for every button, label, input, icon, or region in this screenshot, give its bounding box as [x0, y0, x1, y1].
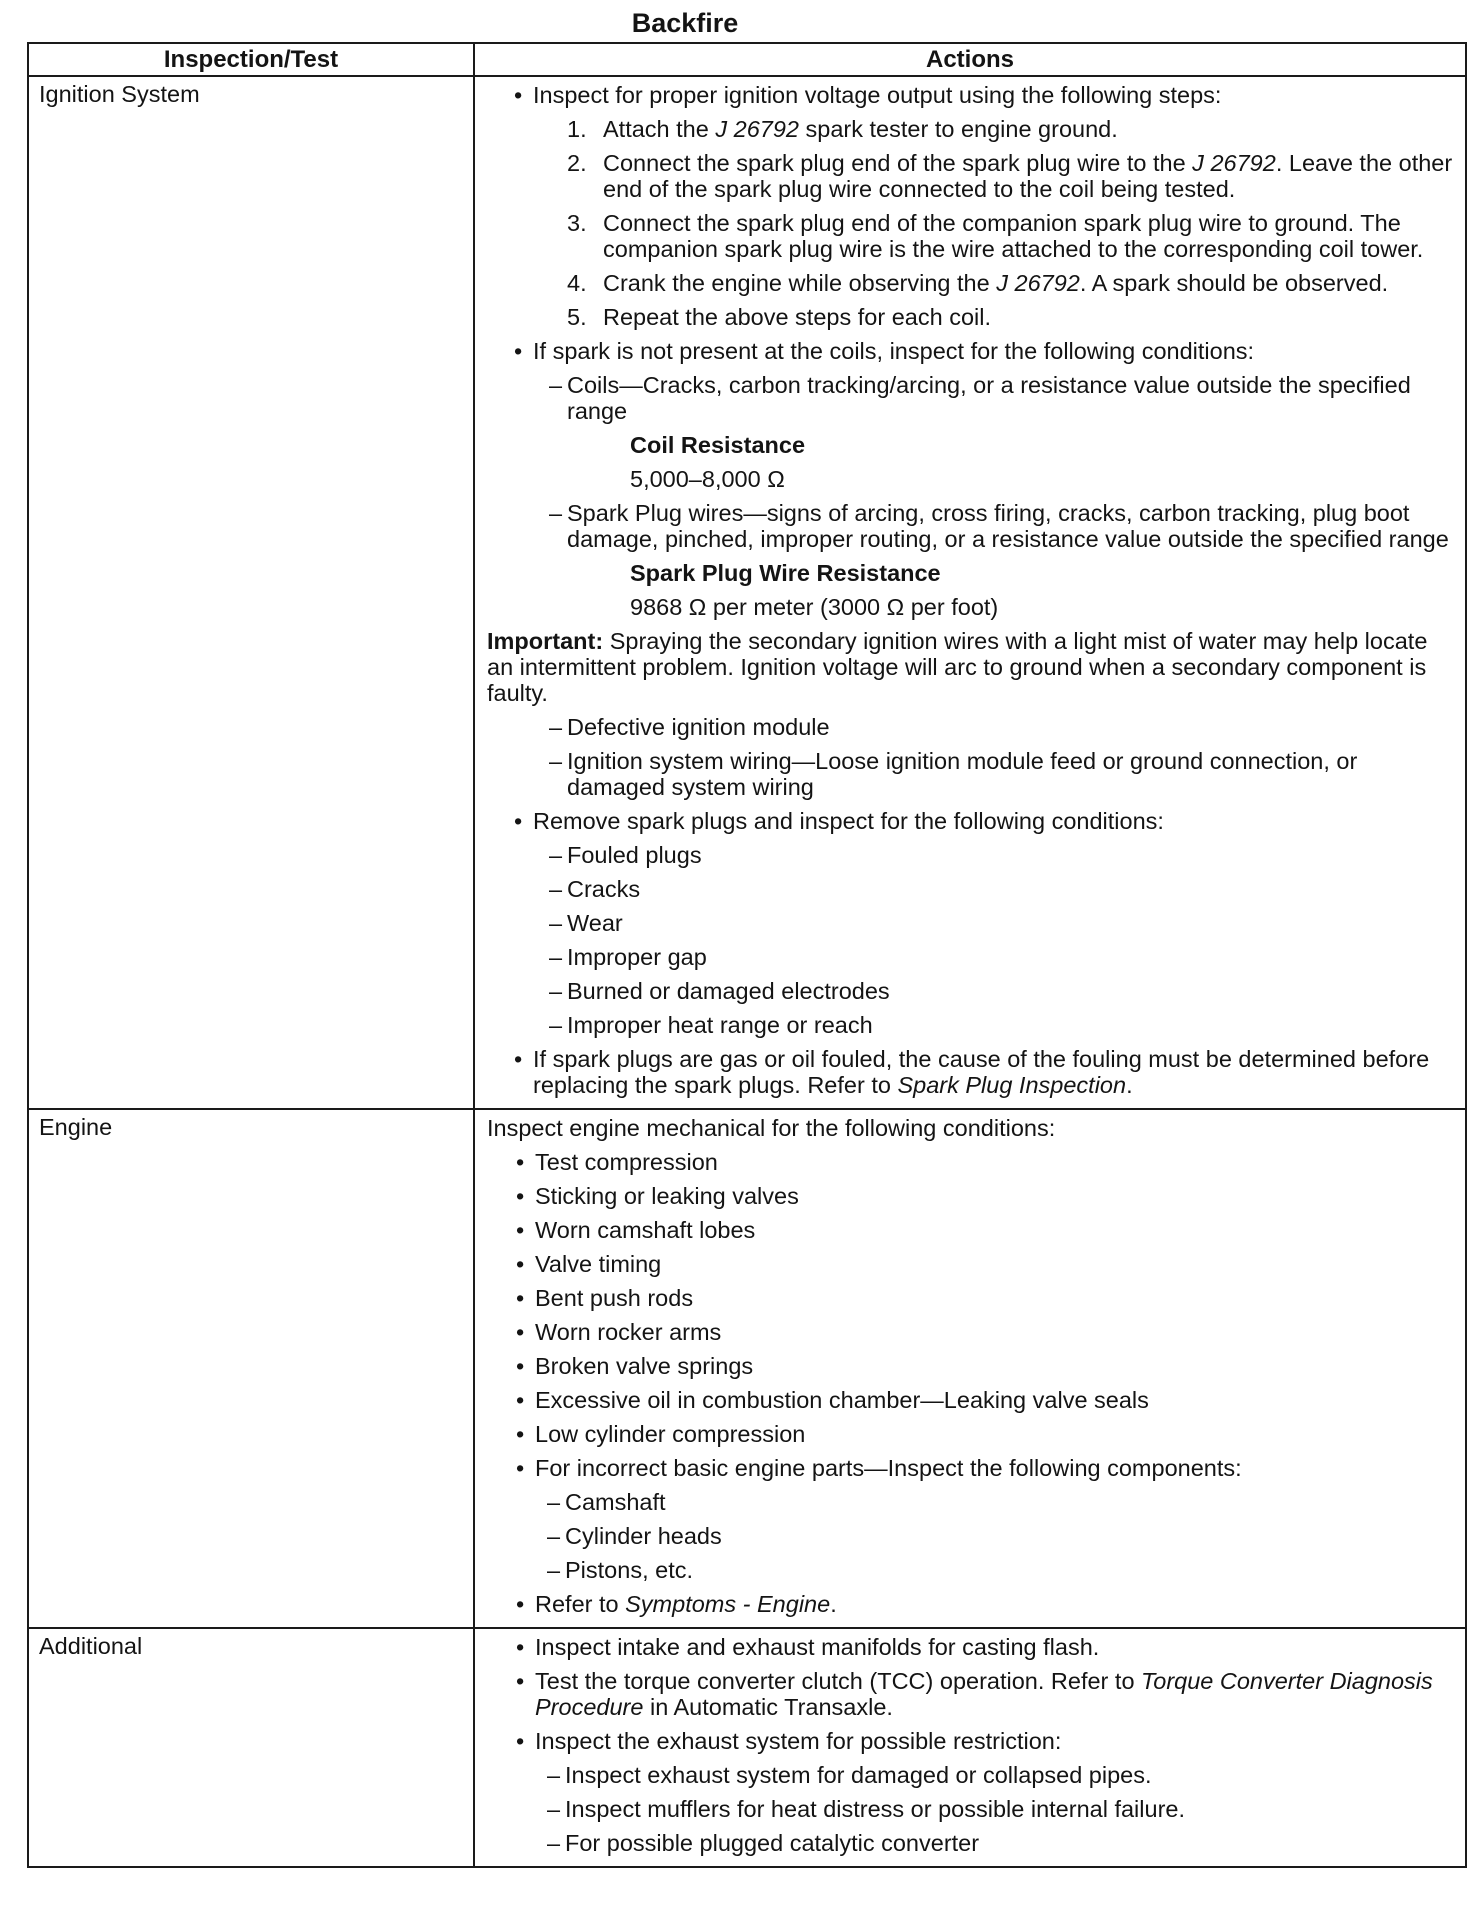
- tcc-item: • Test the torque converter clutch (TCC) operation. Refer to Torque Converter Diagnosis Procedure in Automatic Transaxle.: [487, 1668, 1459, 1720]
- row-label-engine: Engine: [28, 1109, 474, 1628]
- list-item: • Inspect intake and exhaust manifolds for casting flash.: [487, 1634, 1459, 1660]
- exhaust-intro: • Inspect the exhaust system for possible restriction:: [487, 1728, 1459, 1754]
- spark-plug-inspection-ref: Spark Plug Inspection: [897, 1072, 1127, 1098]
- row-label-additional: Additional: [28, 1628, 474, 1867]
- actions-ignition-system: [474, 76, 1466, 1109]
- important-text: Spraying the secondary ignition wires with a light mist of water may help locate an intermittent problem. Ignition voltage will arc to ground when a secondary component is faulty.: [487, 628, 1428, 706]
- symptoms-engine-ref: Symptoms - Engine: [625, 1591, 831, 1617]
- step-number: 1.: [567, 116, 587, 142]
- list-item: – Cylinder heads: [487, 1523, 1459, 1549]
- step-item: 4. Crank the engine while observing the J 26792. A spark should be observed.: [567, 270, 1389, 296]
- step-number: 3.: [567, 210, 587, 236]
- step-item: 1. Attach the J 26792 spark tester to engine ground.: [567, 116, 1118, 142]
- list-item: – Ignition system wiring—Loose ignition module feed or ground connection, or damaged system wiring: [487, 748, 1459, 800]
- step-item: 3. Connect the spark plug end of the companion spark plug wire to ground. The companion spark plug wire is the wire attached to the corresponding coil tower.: [567, 210, 1424, 262]
- list-item: – Pistons, etc.: [487, 1557, 1459, 1583]
- list-item: – Cracks: [487, 876, 1459, 902]
- column-header-actions: Actions: [474, 43, 1466, 76]
- list-item: – Wear: [487, 910, 1459, 936]
- list-item: • Excessive oil in combustion chamber—Leaking valve seals: [487, 1387, 1459, 1413]
- list-item: • Broken valve springs: [487, 1353, 1459, 1379]
- list-item: • Test compression: [487, 1149, 1459, 1175]
- list-item: • For incorrect basic engine parts—Inspect the following components:: [487, 1455, 1459, 1481]
- actions-additional: [474, 1628, 1466, 1867]
- step-number: 2.: [567, 150, 587, 176]
- plugs-intro: • Remove spark plugs and inspect for the following conditions:: [487, 808, 1459, 834]
- step-item: 2. Connect the spark plug end of the spark plug wire to the J 26792. Leave the other end of the spark plug wire connected to the coil being tested.: [567, 150, 1453, 202]
- list-item: – Defective ignition module: [487, 714, 1459, 740]
- list-item: • Low cylinder compression: [487, 1421, 1459, 1447]
- no-spark-intro: • If spark is not present at the coils, inspect for the following conditions:: [487, 338, 1459, 364]
- wire-resistance-value: 9868 Ω per meter (3000 Ω per foot): [630, 594, 999, 620]
- important-note: [487, 628, 1459, 706]
- important-label: Important:: [487, 628, 604, 654]
- table-row-engine: [28, 1109, 1466, 1628]
- list-item: – Improper gap: [487, 944, 1459, 970]
- list-item: – Inspect mufflers for heat distress or possible internal failure.: [487, 1796, 1459, 1822]
- list-item: • Valve timing: [487, 1251, 1459, 1277]
- table-row-additional: [28, 1628, 1466, 1867]
- list-item: – Improper heat range or reach: [487, 1012, 1459, 1038]
- list-item: • Worn camshaft lobes: [487, 1217, 1459, 1243]
- list-item: – For possible plugged catalytic converter: [487, 1830, 1459, 1856]
- page-title: Backfire: [631, 8, 739, 38]
- engine-intro: Inspect engine mechanical for the following conditions:: [487, 1115, 1056, 1141]
- list-item: • Worn rocker arms: [487, 1319, 1459, 1345]
- list-item: – Fouled plugs: [487, 842, 1459, 868]
- step-item: 5. Repeat the above steps for each coil.: [567, 304, 991, 330]
- actions-engine: [474, 1109, 1466, 1628]
- list-item: – Inspect exhaust system for damaged or collapsed pipes.: [487, 1762, 1459, 1788]
- step-number: 5.: [567, 304, 587, 330]
- coils-condition: – Coils—Cracks, carbon tracking/arcing, or a resistance value outside the specified range: [487, 372, 1459, 424]
- row-label-ignition-system: Ignition System: [28, 76, 474, 1109]
- table-row-ignition-system: [28, 76, 1466, 1109]
- spark-plug-wires-condition: – Spark Plug wires—signs of arcing, cross firing, cracks, carbon tracking, plug boot damage, pinched, improper routing, or a resistance value outside the specified range: [487, 500, 1459, 552]
- wire-resistance-label: Spark Plug Wire Resistance: [630, 560, 941, 586]
- voltage-intro: • Inspect for proper ignition voltage output using the following steps:: [487, 82, 1459, 108]
- column-header-inspection: Inspection/Test: [28, 43, 474, 76]
- tcc-procedure-ref: Torque Converter Diagnosis Procedure: [535, 1668, 1433, 1720]
- backfire-table: [27, 42, 1467, 1868]
- list-item: – Camshaft: [487, 1489, 1459, 1515]
- step-number: 4.: [567, 270, 587, 296]
- fouled-plugs-note: • If spark plugs are gas or oil fouled, the cause of the fouling must be determined before replacing the spark plugs. Refer to Spark Plug Inspection.: [487, 1046, 1459, 1098]
- coil-resistance-label: Coil Resistance: [630, 432, 806, 458]
- list-item: • Bent push rods: [487, 1285, 1459, 1311]
- list-item: – Burned or damaged electrodes: [487, 978, 1459, 1004]
- engine-refer: • Refer to Symptoms - Engine.: [487, 1591, 1459, 1617]
- coil-resistance-value: 5,000–8,000 Ω: [630, 466, 785, 492]
- header-row: [28, 43, 1466, 76]
- list-item: • Sticking or leaking valves: [487, 1183, 1459, 1209]
